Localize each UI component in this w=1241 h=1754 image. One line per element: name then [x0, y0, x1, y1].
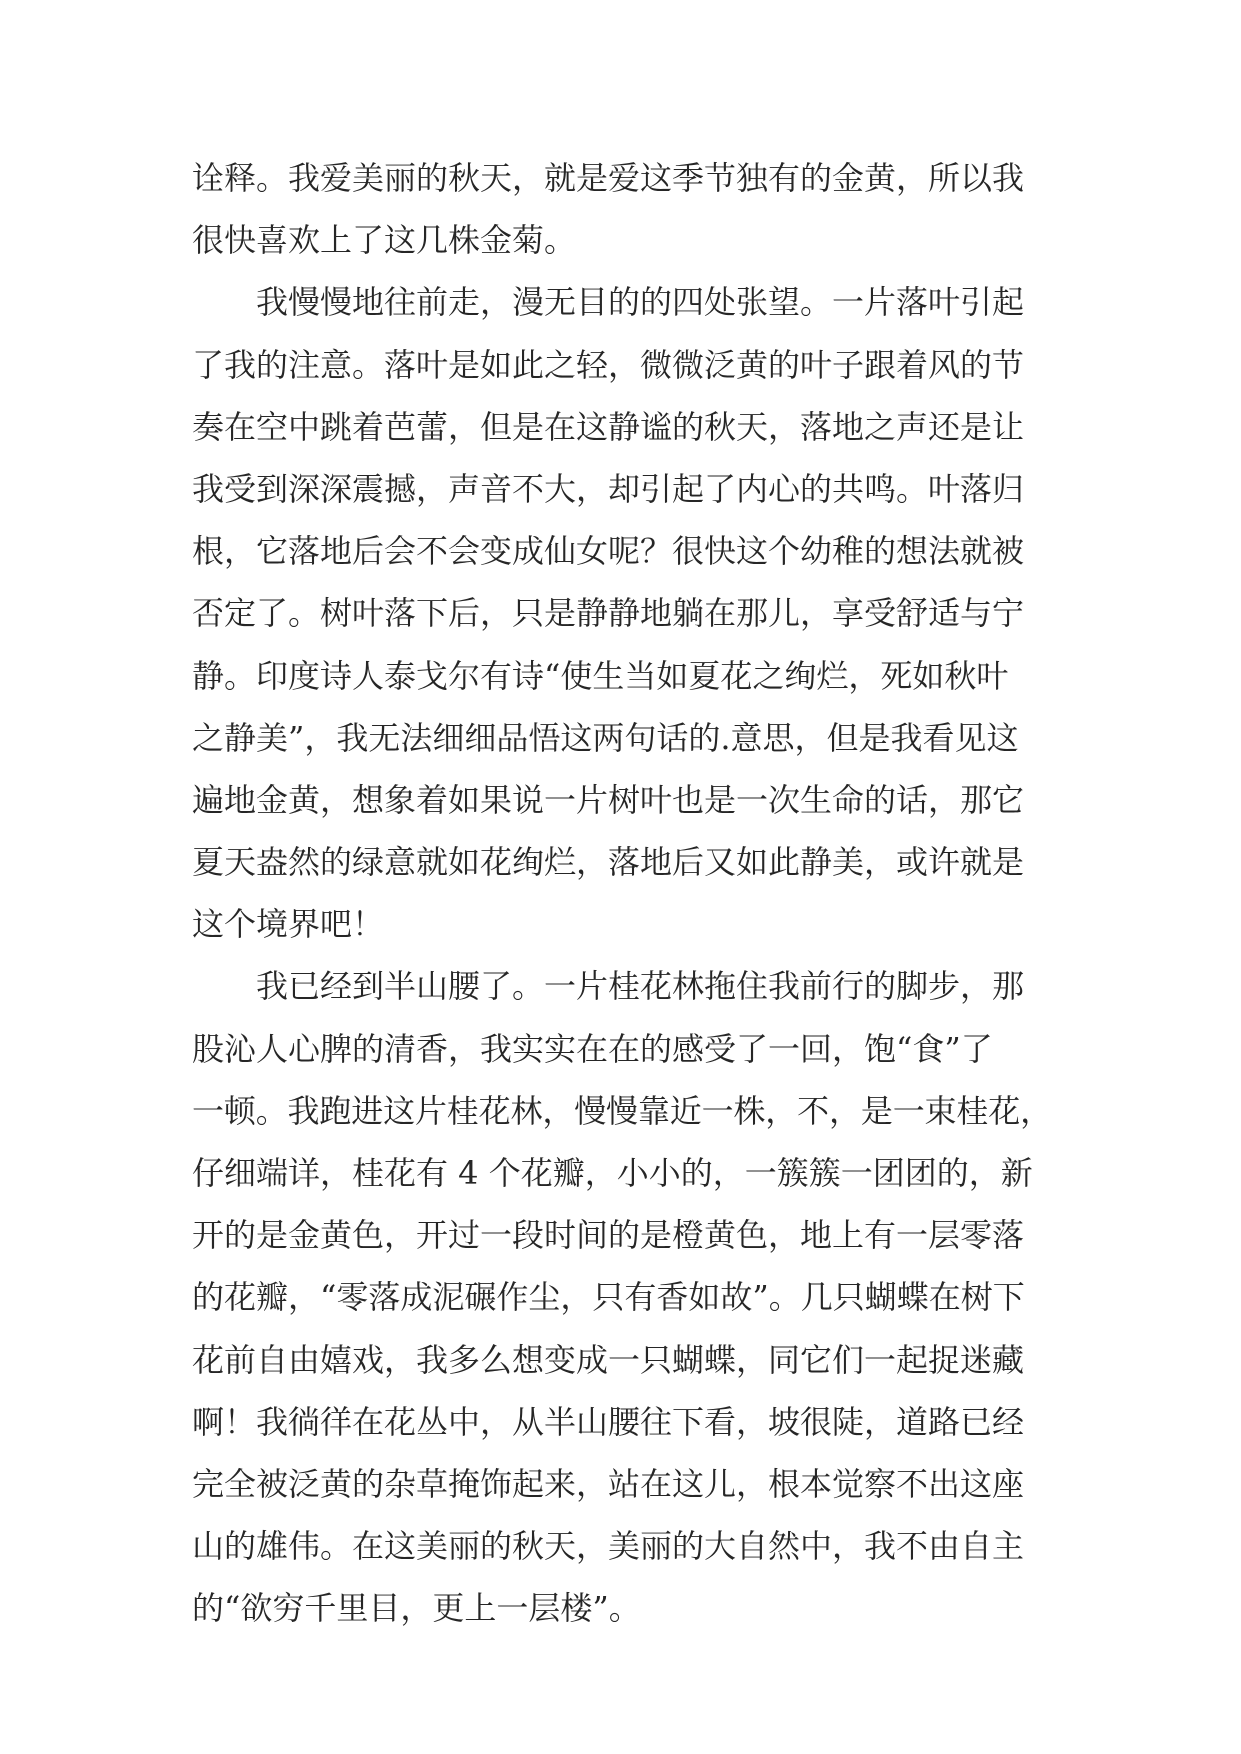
text-line: 完全被泛黄的杂草掩饰起来，站在这儿，根本觉察不出这座 [192, 1464, 1025, 1503]
text-line: 奏在空中跳着芭蕾，但是在这静谧的秋天，落地之声还是让 [192, 407, 1025, 446]
text-line: 夏天盎然的绿意就如花绚烂，落地后又如此静美，或许就是 [192, 843, 1025, 882]
text-line: 了我的注意。落叶是如此之轻，微微泛黄的叶子跟着风的节 [192, 345, 1025, 384]
text-line: 的花瓣，“零落成泥碾作尘，只有香如故”。几只蝴蝶在树下 [192, 1278, 1025, 1317]
text-line: 这个境界吧！ [192, 905, 385, 944]
text-line: 我已经到半山腰了。一片桂花林拖住我前行的脚步，那 [256, 967, 1025, 1006]
text-line: 否定了。树叶落下后，只是静静地躺在那儿，享受舒适与宁 [192, 594, 1025, 633]
text-line: 花前自由嬉戏，我多么想变成一只蝴蝶，同它们一起捉迷藏 [192, 1340, 1025, 1379]
text-line: 之静美”，我无法细细品悟这两句话的.意思，但是我看见这 [192, 718, 1019, 757]
text-line: 诠释。我爱美丽的秋天，就是爱这季节独有的金黄，所以我 [192, 159, 1025, 197]
essay-body [192, 147, 1052, 1640]
text-line: 仔细端详，桂花有 4 个花瓣，小小的，一簇簇一团团的，新 [192, 1154, 1033, 1192]
text-line: 我慢慢地往前走，漫无目的的四处张望。一片落叶引起 [256, 283, 1025, 322]
text-line: 啊！我徜徉在花丛中，从半山腰往下看，坡很陡，道路已经 [192, 1402, 1025, 1441]
text-line: 开的是金黄色，开过一段时间的是橙黄色，地上有一层零落 [192, 1216, 1025, 1255]
text-line: 股沁人心脾的清香，我实实在在的感受了一回，饱“食”了 [192, 1029, 993, 1068]
text-line: 我受到深深震撼，声音不大，却引起了内心的共鸣。叶落归 [192, 469, 1025, 508]
text-line: 静。印度诗人泰戈尔有诗“使生当如夏花之绚烂，死如秋叶 [192, 656, 1009, 695]
text-line: 的“欲穷千里目，更上一层楼”。 [192, 1589, 641, 1628]
text-line: 根，它落地后会不会变成仙女呢？很快这个幼稚的想法就被 [192, 532, 1025, 571]
text-line: 遍地金黄，想象着如果说一片树叶也是一次生命的话，那它 [192, 780, 1025, 819]
text-line: 一顿。我跑进这片桂花林，慢慢靠近一株，不，是一束桂花， [192, 1091, 1052, 1130]
text-line: 山的雄伟。在这美丽的秋天，美丽的大自然中，我不由自主 [192, 1527, 1025, 1566]
text-line: 很快喜欢上了这几株金菊。 [192, 221, 577, 260]
